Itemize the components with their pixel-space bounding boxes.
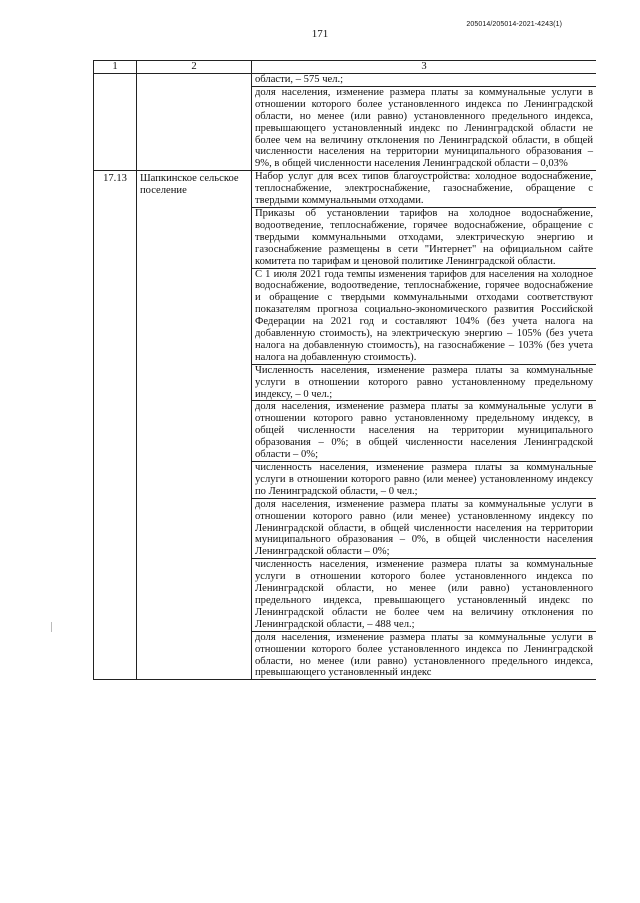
- table-row-continued: [94, 74, 597, 171]
- paragraph: области, – 575 чел.;: [252, 74, 596, 87]
- paragraph: С 1 июля 2021 года темпы изменения тарифов для населения на холодное водоснабжение, водоотведение, теплоснабжение, горячее водоснабжение и обращение с твердыми коммунальными отходами соответствуют показателям прогноза социально-экономического развития Российской Федерации на 2021 год и составляют 104% (без учета налога на добавленную стоимость), на электрическую энергию – 105% (без учета налога на добавленную стоимость), на газоснабжение – 103% (без учета налога на добавленную стоимость).: [252, 269, 596, 365]
- table-header-row: [94, 61, 597, 74]
- paragraph: Численность населения, изменение размера платы за коммунальные услуги в отношении которого равно установленному предельному индексу, – 0 чел.;: [252, 365, 596, 402]
- settlement-name-cell: Шапкинское сельское поселение: [137, 171, 252, 680]
- column-header-3: 3: [252, 61, 597, 74]
- page-number: 171: [311, 28, 329, 40]
- description-cell: [252, 74, 597, 171]
- table-row-17-13: [94, 171, 597, 680]
- document-code: 205014/205014-2021-4243(1): [466, 21, 562, 28]
- row-number-cell: [94, 74, 137, 171]
- paragraph: доля населения, изменение размера платы за коммунальные услуги в отношении которого более установленного индекса по Ленинградской области, но менее (или равно) установленного предельного индекса, превышающего установленный индекс: [255, 631, 593, 679]
- settlements-table: [93, 60, 596, 680]
- paragraph: Набор услуг для всех типов благоустройства: холодное водоснабжение, теплоснабжение, электроснабжение, газоснабжение, обращение с твердыми коммунальными отходами.: [252, 171, 596, 208]
- row-number-cell: 17.13: [94, 171, 137, 680]
- paragraph: численность населения, изменение размера платы за коммунальные услуги в отношении которого равно (или менее) установленному индексу по Ленинградской области, – 0 чел.;: [252, 462, 596, 499]
- description-cell: [252, 171, 597, 680]
- paragraph: доля населения, изменение размера платы за коммунальные услуги в отношении которого равно установленному предельному индексу, в общей численности населения на территории муниципального образования – 0%; в общей численности населения Ленинградской области – 0%;: [252, 401, 596, 462]
- scan-mark: [51, 622, 52, 632]
- settlement-cell: [137, 74, 252, 171]
- paragraph: доля населения, изменение размера платы за коммунальные услуги в отношении которого равно (или менее) установленному индексу по Ленинградской области, в общей численности населения на территории муниципального образования – 0%, в общей численности населения Ленинградской области – 0%;: [252, 499, 596, 560]
- paragraph: доля населения, изменение размера платы за коммунальные услуги в отношении которого более установленного индекса по Ленинградской области, но менее (или равно) установленного предельного индекса, превышающего установленный индекс по Ленинградской области не более чем на величину отклонения по Ленинградской области, в общей численности населения на территории муниципального образования – 9%, в общей численности населения Ленинградской области – 0,03%: [255, 86, 593, 170]
- paragraph: Приказы об установлении тарифов на холодное водоснабжение, водоотведение, теплоснабжение, горячее водоснабжение, обращение с твердыми коммунальными отходами, электрическую энергию и газоснабжение размещены в сети "Интернет" на официальном сайте комитета по тарифам и ценовой политике Ленинградской области.: [252, 208, 596, 269]
- column-header-2: 2: [137, 61, 252, 74]
- column-header-1: 1: [94, 61, 137, 74]
- paragraph: численность населения, изменение размера платы за коммунальные услуги в отношении которого более установленного индекса по Ленинградской области, но менее (или равно) установленного предельного индекса, превышающего установленный индекс по Ленинградской области не более чем на величину отклонения по Ленинградской области, – 488 чел.;: [252, 559, 596, 631]
- table-wrapper: [93, 60, 596, 837]
